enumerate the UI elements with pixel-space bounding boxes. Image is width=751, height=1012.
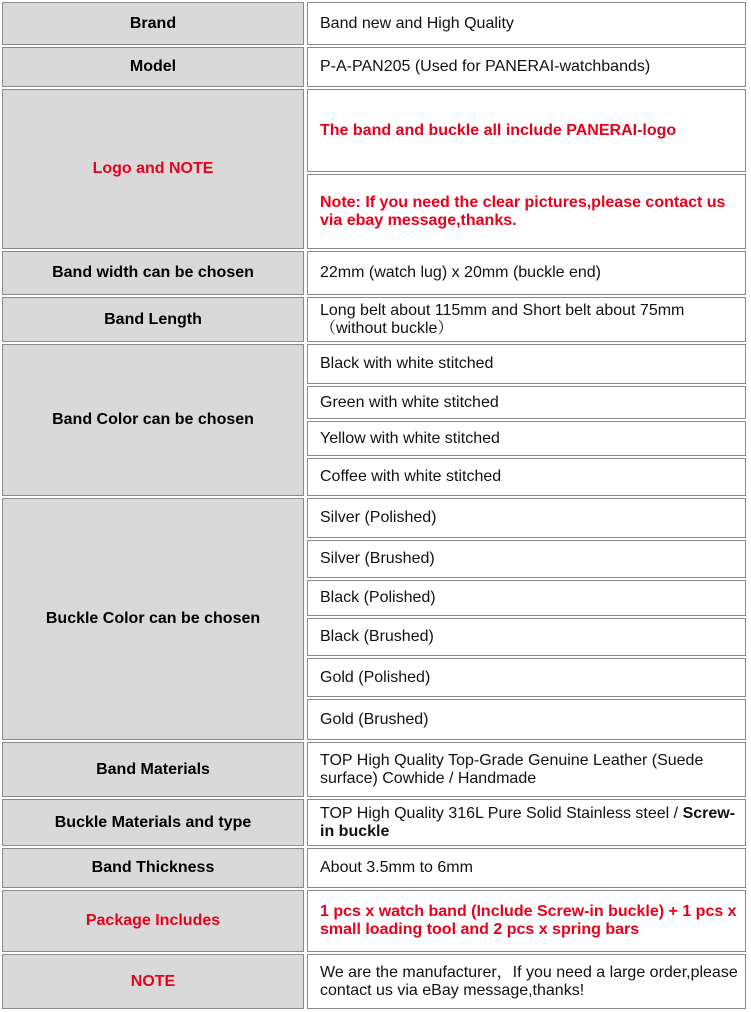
note-value-text: We are the manufacturer，If you need a large order,please contact us via eBay message,thanks!	[320, 963, 738, 999]
package-value-text: 1 pcs x watch band (Include Screw-in buckle) + 1 pcs x small loading tool and 2 pcs x spring bars	[320, 903, 737, 938]
buckle-color-option	[307, 658, 746, 697]
logo-note-value-2	[307, 174, 746, 249]
logo-note-value-1-text: The band and buckle all include PANERAI-logo	[320, 121, 677, 139]
model-value	[307, 47, 746, 87]
band-thickness-label-text: Band Thickness	[91, 859, 215, 876]
note-label	[2, 954, 304, 1009]
buckle-color-option	[307, 540, 746, 578]
buckle-materials-value-text	[320, 805, 741, 841]
band-color-option-text: Green with white stitched	[320, 393, 499, 411]
brand-value	[307, 2, 746, 45]
buckle-color-option	[307, 618, 746, 656]
band-width-label	[2, 251, 304, 295]
band-width-value	[307, 251, 746, 295]
band-color-option	[307, 344, 746, 384]
band-materials-label	[2, 742, 304, 797]
buckle-color-option	[307, 498, 746, 538]
brand-label-text: Brand	[129, 14, 177, 32]
band-color-option	[307, 458, 746, 496]
note-value	[307, 954, 746, 1009]
buckle-color-option-text: Black (Brushed)	[320, 628, 434, 645]
band-materials-label-text: Band Materials	[96, 760, 210, 778]
band-length-label	[2, 297, 304, 342]
brand-value-text: Band new and High Quality	[320, 14, 514, 32]
note-label-text: NOTE	[130, 972, 176, 990]
band-width-value-text: 22mm (watch lug) x 20mm (buckle end)	[320, 264, 601, 281]
band-color-label-text: Band Color can be chosen	[52, 411, 254, 428]
model-label	[2, 47, 304, 87]
buckle-color-option-text: Gold (Brushed)	[320, 710, 429, 728]
band-width-label-text: Band width can be chosen	[52, 264, 254, 281]
logo-note-value-1	[307, 89, 746, 172]
buckle-materials-label	[2, 799, 304, 846]
package-label-text: Package Includes	[85, 912, 221, 929]
buckle-materials-value	[307, 799, 746, 846]
band-color-option-text: Yellow with white stitched	[320, 429, 500, 447]
brand-label	[2, 2, 304, 45]
buckle-color-option-text: Black (Polished)	[320, 589, 436, 606]
logo-note-value-2-text: Note: If you need the clear pictures,please contact us via ebay message,thanks.	[320, 193, 726, 229]
band-color-option-text: Coffee with white stitched	[320, 468, 502, 485]
buckle-color-option-text: Gold (Polished)	[320, 668, 431, 686]
buckle-materials-label-text: Buckle Materials and type	[54, 813, 252, 831]
buckle-color-option-text: Silver (Brushed)	[320, 550, 435, 567]
buckle-materials-plain: TOP High Quality 316L Pure Solid Stainless steel /	[320, 804, 683, 822]
model-label-text: Model	[129, 58, 177, 75]
package-label	[2, 890, 304, 952]
band-color-label	[2, 344, 304, 496]
model-value-text: P-A-PAN205 (Used for PANERAI-watchbands)	[320, 58, 651, 75]
band-length-label-text: Band Length	[104, 310, 202, 328]
buckle-materials-bold: Screw-in buckle	[320, 804, 736, 840]
buckle-color-option	[307, 699, 746, 740]
band-thickness-value	[307, 848, 746, 888]
band-color-option	[307, 386, 746, 419]
band-length-value-text: Long belt about 115mm and Short belt about 75mm （without buckle）	[320, 301, 685, 337]
band-thickness-label	[2, 848, 304, 888]
buckle-color-option-text: Silver (Polished)	[320, 509, 437, 526]
band-thickness-value-text: About 3.5mm to 6mm	[320, 859, 473, 876]
band-color-option-text: Black with white stitched	[320, 355, 494, 372]
logo-note-label-text: Logo and NOTE	[92, 160, 214, 177]
buckle-color-label	[2, 498, 304, 740]
package-value	[307, 890, 746, 952]
logo-note-label	[2, 89, 304, 249]
buckle-color-label-text: Buckle Color can be chosen	[45, 610, 261, 627]
buckle-color-option	[307, 580, 746, 616]
band-length-value	[307, 297, 746, 342]
band-color-option	[307, 421, 746, 456]
band-materials-value-text: TOP High Quality Top-Grade Genuine Leather (Suede surface) Cowhide / Handmade	[320, 751, 704, 787]
band-materials-value	[307, 742, 746, 797]
